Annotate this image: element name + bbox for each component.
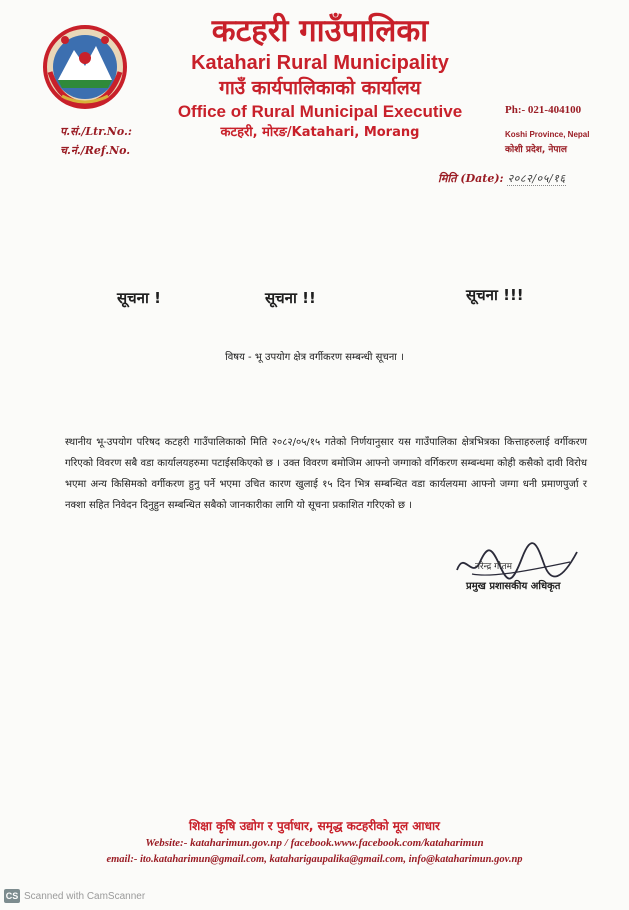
notice-heading-3: सूचना !!!	[466, 286, 524, 304]
footer-email: email:- ito.kataharimun@gmail.com, kataharigaupalika@gmail.com, info@kataharimun.gov.np	[106, 854, 523, 865]
camscanner-icon: CS	[5, 891, 19, 901]
footer-website: Website:- kataharimun.gov.np / facebook.www.facebook.com/kataharimun	[145, 837, 484, 849]
subject-line: विषय - भू उपयोग क्षेत्र वर्गीकरण सम्बन्धी सूचना ।	[225, 352, 404, 363]
signatory-title: प्रमुख प्रशासकीय अधिकृत	[466, 581, 561, 592]
notice-heading-1: सूचना !	[117, 289, 161, 307]
province-en: Koshi Province, Nepal	[505, 130, 590, 139]
province-np: कोशी प्रदेश, नेपाल	[505, 145, 567, 155]
scanner-watermark	[4, 889, 145, 903]
signatory-name: नरेन्द्र गौतम	[475, 562, 513, 572]
nepal-emblem-icon	[40, 22, 130, 112]
notice-heading-2: सूचना !!	[265, 289, 316, 307]
letter-number-label: प.सं./Ltr.No.:	[60, 125, 132, 138]
scanner-text: Scanned with CamScanner	[24, 890, 146, 902]
date-field	[438, 171, 566, 186]
footer-slogan: शिक्षा कृषि उद्योग र पुर्वाधार, समृद्ध कटहरीको मूल आधार	[189, 819, 440, 833]
address: कटहरी, मोरङ/Katahari, Morang	[220, 125, 420, 140]
phone-number: Ph:- 021-404100	[505, 104, 582, 116]
municipality-title-en: Katahari Rural Municipality	[191, 52, 449, 74]
notice-body: स्थानीय भू-उपयोग परिषद कटहरी गाउँपालिकाको मिति २०८२/०५/१५ गतेको निर्णयानुसार यस गाउँपालिका क्षेत्रभित्रका कित्ताहरुलाई वर्गीकरण गरिएको विवरण सबै वडा कार्यालयहरुमा पटाईसकिएको छ । उक्त विवरण बमोजिम आफ्नो जग्गाको वर्गिकरण सम्बन्धमा कोही कसैको दावी विरोध भएमा अन्य किसिमको वर्गीकरण हुनु पर्ने भएमा उचित कारण खुलाई १५ दिन भित्र सम्बन्धित वडा कार्यलयमा आफ्नो जग्गा धनी प्रमाणपुर्जा र नक्शा सहित निवेदन दिनुहुन सम्बन्धित सबैको जानकारीका लागि यो सूचना प्रकाशित गरिएको छ ।	[65, 437, 587, 511]
date-value: २०८२/०५/१६	[507, 172, 566, 185]
municipality-title-np: कटहरी गाउँपालिका	[211, 13, 429, 49]
reference-number-label: च.नं./Ref.No.	[60, 144, 131, 157]
office-title-np: गाउँ कार्यपालिकाको कार्यालय	[219, 77, 421, 99]
office-title-en: Office of Rural Municipal Executive	[177, 102, 463, 121]
date-label: मिति (Date):	[438, 172, 504, 185]
